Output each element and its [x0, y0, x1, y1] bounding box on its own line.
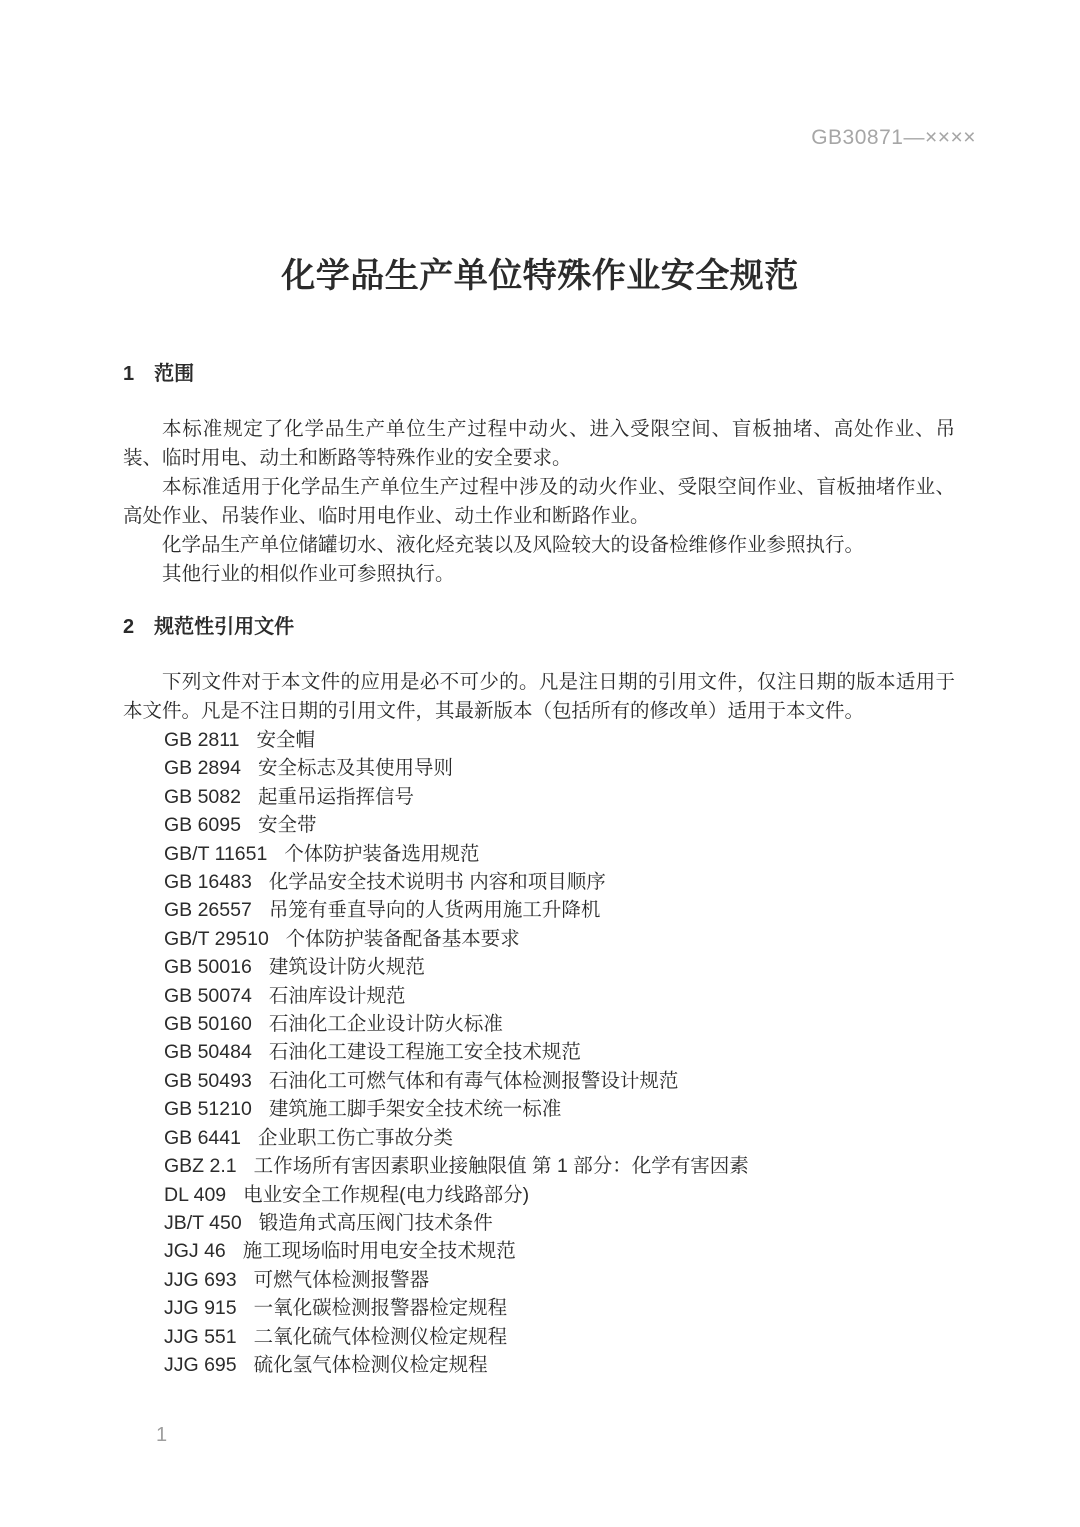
reference-title: 石油化工可燃气体和有毒气体检测报警设计规范 — [268, 1069, 679, 1092]
reference-title: 个体防护装备选用规范 — [284, 842, 480, 865]
reference-item — [164, 1294, 955, 1322]
reference-code: GB 16483 — [164, 871, 252, 894]
reference-item — [164, 1067, 955, 1095]
references-intro-paragraph: 下列文件对于本文件的应用是必不可少的。凡是注日期的引用文件，仅注日期的版本适用于本文件。凡是不注日期的引用文件，其最新版本（包括所有的修改单）适用于本文件。 — [123, 671, 955, 722]
reference-code: GB 50160 — [164, 1013, 252, 1036]
reference-code: GB 2811 — [164, 729, 240, 751]
reference-title: 工作场所有害因素职业接触限值 第 1 部分：化学有害因素 — [253, 1155, 749, 1178]
reference-item — [164, 1124, 955, 1152]
document-title: 化学品生产单位特殊作业安全规范 — [281, 257, 799, 295]
document-body — [123, 360, 955, 1379]
reference-title: 起重吊运指挥信号 — [257, 785, 414, 808]
reference-title: 二氧化硫气体检测仪检定规程 — [253, 1325, 508, 1348]
reference-code: GB 50074 — [164, 984, 252, 1007]
reference-item — [164, 811, 955, 839]
standard-code: GB30871—×××× — [811, 126, 976, 149]
reference-title: 一氧化碳检测报警器检定规程 — [253, 1297, 508, 1320]
section-1-title: 范围 — [154, 363, 195, 385]
reference-item — [164, 1152, 955, 1180]
reference-code: GB 50493 — [164, 1069, 252, 1092]
reference-code: JGJ 46 — [164, 1240, 226, 1263]
reference-item — [164, 1266, 955, 1294]
reference-item — [164, 896, 955, 924]
reference-code: DL 409 — [164, 1183, 227, 1206]
reference-item — [164, 1323, 955, 1351]
section-1-heading — [123, 360, 955, 389]
reference-code: JJG 551 — [164, 1325, 237, 1348]
reference-title: 石油化工企业设计防火标准 — [268, 1013, 503, 1036]
reference-title: 吊笼有垂直导向的人货两用施工升降机 — [268, 899, 601, 922]
reference-title: 硫化氢气体检测仪检定规程 — [253, 1353, 488, 1376]
reference-code: GB 5082 — [164, 785, 241, 808]
reference-code: GB 26557 — [164, 899, 252, 922]
section-2-heading — [123, 613, 955, 642]
section-1-number: 1 — [123, 363, 135, 385]
page-number: 1 — [156, 1424, 168, 1446]
reference-code: GB 6441 — [164, 1126, 241, 1149]
references-list — [123, 726, 955, 1379]
reference-title: 建筑设计防火规范 — [268, 956, 425, 979]
reference-item — [164, 868, 955, 896]
reference-code: GB 51210 — [164, 1098, 252, 1121]
reference-code: GBZ 2.1 — [164, 1155, 237, 1178]
reference-title: 个体防护装备配备基本要求 — [285, 927, 520, 950]
reference-item — [164, 1038, 955, 1066]
reference-code: JJG 695 — [164, 1353, 237, 1376]
reference-title: 石油库设计规范 — [268, 984, 406, 1007]
reference-code: JJG 915 — [164, 1297, 237, 1320]
document-header — [811, 126, 976, 150]
reference-code: GB 50016 — [164, 956, 252, 979]
reference-title: 锻造角式高压阀门技术条件 — [258, 1211, 493, 1234]
reference-item — [164, 1095, 955, 1123]
reference-item — [164, 1209, 955, 1237]
reference-code: GB 50484 — [164, 1041, 252, 1064]
reference-item — [164, 840, 955, 868]
reference-code: JB/T 450 — [164, 1211, 242, 1234]
reference-item — [164, 982, 955, 1010]
reference-title: 施工现场临时用电安全技术规范 — [242, 1240, 516, 1263]
reference-item — [164, 1181, 955, 1209]
reference-title: 安全带 — [257, 814, 317, 837]
reference-title: 安全标志及其使用导则 — [257, 757, 453, 780]
reference-item — [164, 754, 955, 782]
reference-title: 安全帽 — [256, 729, 316, 751]
reference-title: 电业安全工作规程(电力线路部分) — [243, 1183, 530, 1206]
reference-code: GB/T 11651 — [164, 842, 268, 865]
reference-item — [164, 783, 955, 811]
section-2-number: 2 — [123, 616, 135, 638]
reference-code: GB 2894 — [164, 757, 241, 780]
reference-item — [164, 953, 955, 981]
reference-title: 石油化工建设工程施工安全技术规范 — [268, 1041, 581, 1064]
reference-item — [164, 726, 955, 754]
reference-title: 企业职工伤亡事故分类 — [257, 1126, 453, 1149]
reference-code: JJG 693 — [164, 1268, 237, 1291]
reference-item — [164, 1237, 955, 1265]
reference-title: 化学品安全技术说明书 内容和项目顺序 — [268, 871, 606, 894]
reference-item — [164, 925, 955, 953]
reference-item — [164, 1010, 955, 1038]
reference-title: 建筑施工脚手架安全技术统一标准 — [268, 1098, 562, 1121]
scope-paragraph-4: 其他行业的相似作业可参照执行。 — [162, 563, 455, 585]
reference-code: GB 6095 — [164, 814, 241, 837]
reference-title: 可燃气体检测报警器 — [253, 1268, 430, 1291]
reference-code: GB/T 29510 — [164, 927, 269, 950]
section-2-title: 规范性引用文件 — [154, 616, 295, 638]
reference-item — [164, 1351, 955, 1379]
scope-paragraph-2: 本标准适用于化学品生产单位生产过程中涉及的动火作业、受限空间作业、盲板抽堵作业、高处作业、吊装作业、临时用电作业、动土作业和断路作业。 — [123, 476, 955, 527]
scope-paragraph-3: 化学品生产单位储罐切水、液化烃充装以及风险较大的设备检维修作业参照执行。 — [162, 534, 865, 556]
scope-paragraph-1: 本标准规定了化学品生产单位生产过程中动火、进入受限空间、盲板抽堵、高处作业、吊装、临时用电、动土和断路等特殊作业的安全要求。 — [123, 418, 955, 469]
